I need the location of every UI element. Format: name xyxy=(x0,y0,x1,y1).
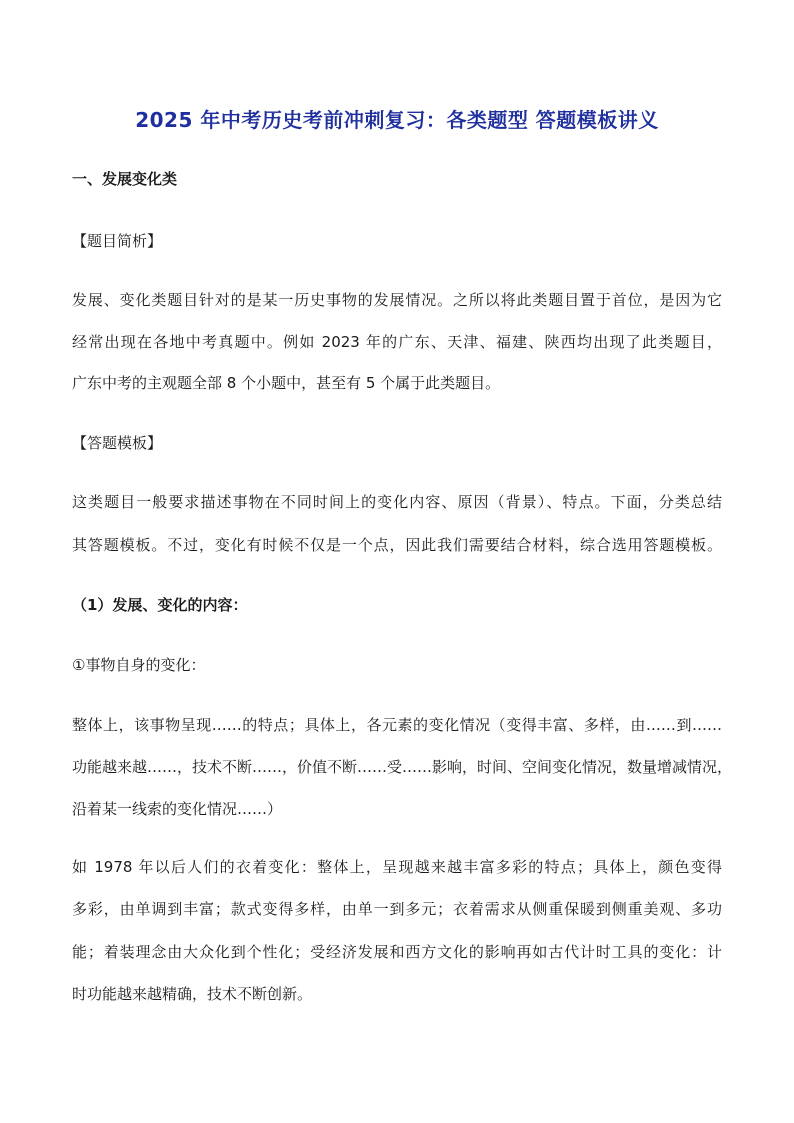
analysis-line-3: 广东中考的主观题全部 8 个小题中，甚至有 5 个属于此类题目。 xyxy=(72,374,501,392)
item-label: ①事物自身的变化： xyxy=(72,656,206,674)
analysis-line-1: 发展、变化类题目针对的是某一历史事物的发展情况。之所以将此类题目置于首位，是因为它 xyxy=(72,291,722,309)
analysis-line-2: 经常出现在各地中考真题中。例如 2023 年的广东、天津、福建、陕西均出现了此类题目， xyxy=(72,333,722,351)
template-line-1: 这类题目一般要求描述事物在不同时间上的变化内容、原因（背景）、特点。下面，分类总结 xyxy=(72,493,722,511)
document-title: 2025 年中考历史考前冲刺复习：各类题型 答题模板讲义 xyxy=(135,108,659,132)
template-line-2: 其答题模板。不过，变化有时候不仅是一个点，因此我们需要结合材料，综合选用答题模板。 xyxy=(72,536,722,554)
item-line-3: 沿着某一线索的变化情况……） xyxy=(72,800,283,818)
example-line-3: 能；着装理念由大众化到个性化；受经济发展和西方文化的影响再如古代计时工具的变化：计 xyxy=(72,943,722,961)
section-heading: 一、发展变化类 xyxy=(72,170,178,188)
item-line-2: 功能越来越……，技术不断……，价值不断……受……影响，时间、空间变化情况，数量增减情况， xyxy=(72,758,733,776)
template-label: 【答题模板】 xyxy=(72,434,163,452)
subheading-content: （1）发展、变化的内容： xyxy=(72,596,248,614)
analysis-label: 【题目简析】 xyxy=(72,232,163,250)
example-line-2: 多彩，由单调到丰富；款式变得多样，由单一到多元；衣着需求从侧重保暖到侧重美观、多功 xyxy=(72,900,722,918)
item-line-1: 整体上，该事物呈现……的特点；具体上，各元素的变化情况（变得丰富、多样，由……到…… xyxy=(72,716,722,734)
example-line-1: 如 1978 年以后人们的衣着变化：整体上，呈现越来越丰富多彩的特点；具体上，颜色变得 xyxy=(72,858,722,876)
example-line-4: 时功能越来越精确，技术不断创新。 xyxy=(72,985,313,1003)
